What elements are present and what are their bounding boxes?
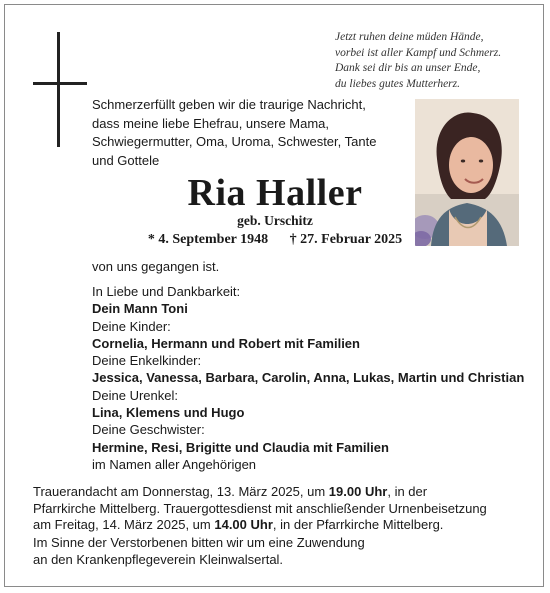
poem-line: vorbei ist aller Kampf und Schmerz.	[335, 46, 502, 59]
service-info	[33, 484, 523, 534]
closing-line: im Namen aller Angehörigen	[92, 456, 257, 472]
mourner-label: Deine Kinder:	[92, 318, 171, 334]
service-text: , in der Pfarrkirche Mittelberg.	[272, 517, 444, 533]
mourner-names: Jessica, Vanessa, Barbara, Carolin, Anna, Lukas, Martin und Christian	[92, 370, 525, 386]
service-time: 19.00 Uhr	[328, 484, 388, 499]
donation-line: Im Sinne der Verstorbenen bitten wir um eine Zuwendung	[33, 535, 365, 550]
donation-line: an den Krankenpflegeverein Kleinwalsertal.	[33, 551, 284, 567]
intro-text	[92, 96, 392, 170]
intro-line: dass meine liebe Ehefrau, unsere Mama,	[92, 115, 330, 131]
poem-line: Jetzt ruhen deine müden Hände,	[335, 31, 484, 43]
service-line	[33, 484, 523, 501]
mourner-names: Dein Mann Toni	[92, 301, 188, 317]
service-line: Pfarrkirche Mittelberg. Trauergottesdienst mit anschließender Urnenbeisetzung	[33, 500, 487, 516]
poem-line: du liebes gutes Mutterherz.	[335, 77, 460, 90]
mourners-list	[92, 283, 532, 473]
deceased-name: Ria Haller	[187, 172, 363, 214]
mourner-names: Hermine, Resi, Brigitte und Claudia mit Familien	[92, 439, 389, 455]
mourner-label: Deine Geschwister:	[92, 422, 205, 438]
mourner-label: In Liebe und Dankbarkeit:	[92, 284, 241, 299]
service-text: am Freitag, 14. März 2025, um	[33, 517, 215, 533]
life-dates	[0, 232, 550, 248]
intro-line: Schmerzerfüllt geben wir die traurige Nachricht,	[92, 97, 366, 112]
mourner-label: Deine Urenkel:	[92, 387, 178, 403]
poem-line: Dank sei dir bis an unser Ende,	[335, 62, 481, 74]
service-text: , in der	[387, 484, 428, 499]
cross-horizontal-bar	[33, 82, 87, 85]
maiden-name: geb. Urschitz	[237, 213, 313, 228]
passed-away-text: von uns gegangen ist.	[92, 259, 220, 274]
poem	[335, 30, 535, 92]
intro-line: Schwiegermutter, Oma, Uroma, Schwester, Tante	[92, 134, 377, 149]
intro-line: und Gottele	[92, 152, 160, 168]
birth-date: * 4. September 1948	[147, 232, 269, 247]
donation-note	[33, 535, 523, 568]
service-text: Trauerandacht am Donnerstag, 13. März 2025, um	[33, 484, 329, 499]
service-line	[33, 517, 523, 534]
death-date: † 27. Februar 2025	[289, 232, 403, 247]
mourner-label: Deine Enkelkinder:	[92, 353, 202, 369]
mourner-names: Lina, Klemens und Hugo	[92, 405, 245, 421]
mourner-names: Cornelia, Hermann und Robert mit Familien	[92, 335, 360, 351]
service-time: 14.00 Uhr	[214, 517, 273, 533]
cross-vertical-bar	[57, 32, 60, 147]
